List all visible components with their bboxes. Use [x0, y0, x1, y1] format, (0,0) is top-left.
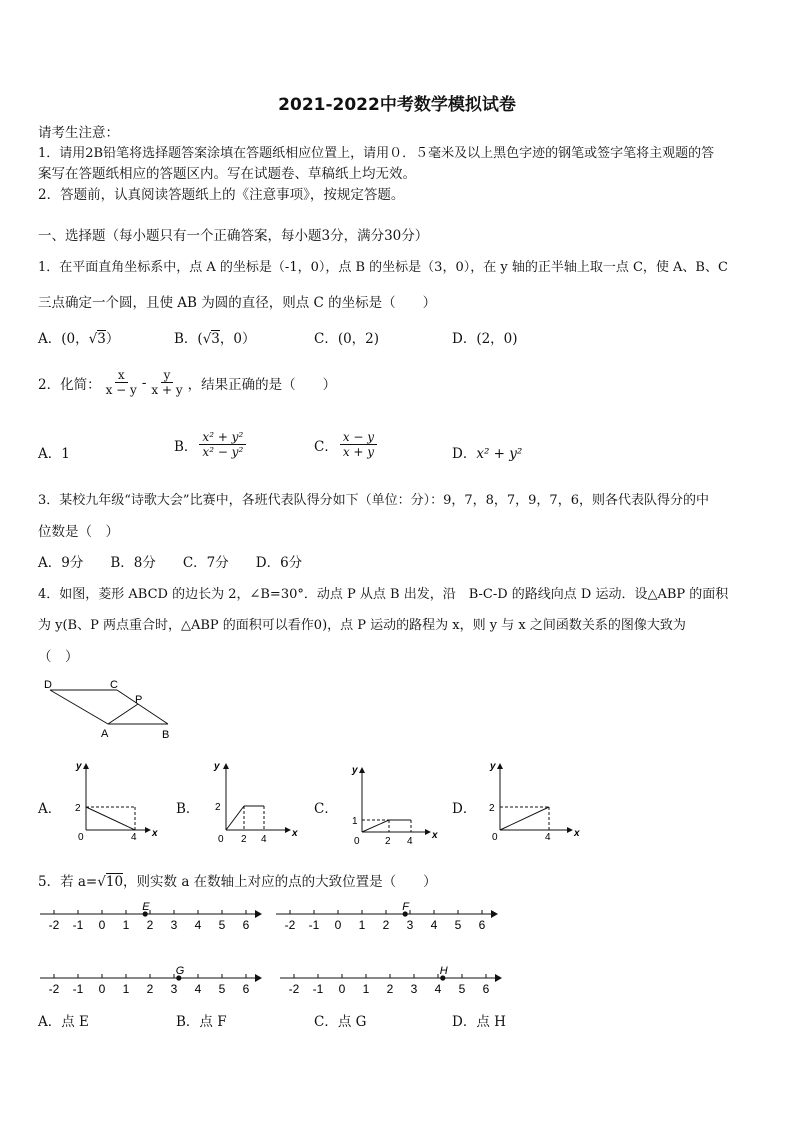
- q4-option-a-label: A．: [38, 801, 62, 817]
- q2-b-fraction: [199, 430, 246, 459]
- tick-label: 2: [385, 836, 391, 847]
- q2-c-numerator: x − y: [340, 430, 377, 445]
- notice-line-1: 1．请用2B铅笔将选择题答案涂填在答题纸相应位置上，请用０．５毫米及以上黑色字迹的钢笔或签字笔将主观题的答: [38, 146, 715, 161]
- q2-c-label: C．: [314, 438, 338, 455]
- q2-option-c: [314, 430, 379, 459]
- graph-option-b: [206, 758, 306, 853]
- origin-label: 0: [354, 836, 360, 847]
- tick-label: -2: [48, 918, 60, 932]
- q2-f2-denominator: x + y: [151, 383, 183, 397]
- tick-label: 2: [386, 982, 394, 996]
- q3-line-1: 3．某校九年级“诗歌大会”比赛中，各班代表队得分如下（单位：分）：9，7，8，7，9，7，6，则各代表队得分的中: [38, 493, 709, 508]
- sqrt-symbol: √10: [97, 874, 124, 890]
- x-axis-label: x: [152, 828, 158, 839]
- tick-label: 5: [458, 982, 466, 996]
- q1-line-1: 1．在平面直角坐标系中，点 A 的坐标是（-1，0），点 B 的坐标是（3，0），在 y 轴的正半轴上取一点 C，使 A、B、C: [38, 260, 728, 275]
- number-line-f: [272, 896, 508, 938]
- x-axis-label: x: [292, 828, 298, 839]
- origin-label: 0: [492, 832, 498, 843]
- tick-label: 4: [194, 918, 202, 932]
- q2-b-label: B．: [174, 438, 198, 455]
- q2-fraction-2: [148, 368, 185, 397]
- point-label: H: [439, 965, 448, 977]
- rhombus-figure: [40, 676, 180, 742]
- y-axis-label: y: [352, 765, 358, 776]
- tick-label: 6: [482, 982, 490, 996]
- section-heading: 一、选择题（每小题只有一个正确答案，每小题3分，满分30分）: [38, 228, 429, 244]
- q1-option-d: D．(2，0): [452, 331, 518, 347]
- q2-b-denominator: x² − y²: [202, 445, 244, 459]
- q1-option-b: [174, 327, 255, 347]
- point-label: E: [142, 901, 150, 913]
- q5-option-a: A．点 E: [38, 1014, 89, 1030]
- origin-label: 0: [218, 834, 224, 845]
- tick-label: 3: [170, 982, 178, 996]
- q4-line-3: （ ）: [38, 649, 79, 665]
- q2-b-numerator: x² + y²: [199, 430, 246, 445]
- q2-suffix: ，结果正确的是（ ）: [187, 376, 337, 393]
- label-d: D: [44, 679, 52, 691]
- q5-suffix: ，则实数 a 在数轴上对应的点的大致位置是（ ）: [123, 874, 437, 890]
- sqrt-symbol: √3: [88, 331, 106, 347]
- q1-a-radicand: 3: [97, 331, 106, 347]
- tick-label: 2: [75, 803, 81, 814]
- q2-c-denominator: x + y: [342, 445, 375, 459]
- tick-label: 5: [218, 918, 226, 932]
- notice-heading: 请考生注意：: [38, 125, 119, 141]
- tick-label: 4: [434, 982, 442, 996]
- number-line-e: [36, 896, 272, 938]
- q5-stem: [38, 870, 437, 890]
- tick-label: 2: [382, 918, 390, 932]
- point-label: F: [402, 901, 409, 913]
- q2-f1-denominator: x − y: [105, 383, 137, 397]
- q2-c-fraction: [340, 430, 377, 459]
- graph-option-c: [344, 762, 444, 854]
- q2-minus: -: [141, 374, 147, 391]
- q2-option-d: [452, 442, 522, 462]
- tick-label: 2: [241, 834, 247, 845]
- tick-label: 2: [215, 802, 221, 813]
- tick-label: 0: [338, 982, 346, 996]
- q1-b-prefix: B．(: [174, 331, 203, 347]
- y-axis-label: y: [490, 761, 496, 772]
- q1-a-suffix: ）: [105, 331, 120, 347]
- label-p: P: [135, 694, 143, 706]
- tick-label: 6: [478, 918, 486, 932]
- q2-stem: [38, 368, 336, 397]
- q5-option-c: C．点 G: [314, 1014, 367, 1030]
- q1-line-2: 三点确定一个圆，且使 AB 为圆的直径，则点 C 的坐标是（ ）: [38, 295, 437, 311]
- tick-label: 1: [122, 982, 130, 996]
- tick-label: 5: [218, 982, 226, 996]
- number-line-g: [36, 960, 272, 1002]
- tick-label: 4: [194, 982, 202, 996]
- axis-arrow-icon: [255, 974, 262, 982]
- tick-label: 3: [170, 918, 178, 932]
- q2-f2-numerator: y: [161, 368, 174, 383]
- tick-label: 1: [352, 816, 358, 827]
- q2-fraction-1: [103, 368, 140, 397]
- point-label: G: [175, 965, 185, 977]
- x-axis-label: x: [574, 828, 580, 839]
- q2-option-a: A．1: [38, 446, 70, 462]
- q5-option-d: D．点 H: [452, 1014, 506, 1030]
- tick-label: 4: [545, 832, 551, 843]
- y-axis-label: y: [214, 761, 220, 772]
- tick-label: 3: [410, 982, 418, 996]
- q1-b-radicand: 3: [211, 331, 220, 347]
- tick-label: 1: [358, 918, 366, 932]
- tick-label: 2: [146, 918, 154, 932]
- tick-label: 6: [242, 982, 250, 996]
- q2-d-expression: x² + y²: [476, 446, 523, 462]
- axis-arrow-icon: [495, 974, 502, 982]
- tick-label: 6: [242, 918, 250, 932]
- axis-arrow-icon: [255, 910, 262, 918]
- q1-option-a: [38, 327, 119, 347]
- tick-label: -2: [288, 982, 300, 996]
- q2-f1-numerator: x: [115, 368, 128, 383]
- number-line-h: [276, 960, 512, 1002]
- q2-d-label: D．: [452, 446, 477, 462]
- tick-label: 0: [334, 918, 342, 932]
- tick-label: 0: [98, 918, 106, 932]
- origin-label: 0: [78, 832, 84, 843]
- tick-label: 1: [122, 918, 130, 932]
- tick-label: 4: [407, 836, 413, 847]
- tick-label: 2: [146, 982, 154, 996]
- q5-radicand: 10: [105, 874, 124, 890]
- y-axis-label: y: [76, 761, 82, 772]
- q4-line-2: 为 y(B、P 两点重合时，△ABP 的面积可以看作0)，点 P 运动的路程为 x，则 y 与 x 之间函数关系的图像大致为: [38, 618, 686, 633]
- axis-arrow-icon: [491, 910, 498, 918]
- page-title: 2021-2022中考数学模拟试卷: [278, 95, 516, 115]
- q5-prefix: 5．若 a=: [38, 874, 98, 890]
- tick-label: -2: [48, 982, 60, 996]
- tick-label: 5: [454, 918, 462, 932]
- tick-label: -1: [308, 918, 320, 932]
- q1-a-prefix: A．(0，: [38, 331, 89, 347]
- tick-label: 4: [131, 832, 137, 843]
- q1-b-suffix: ，0）: [219, 331, 256, 347]
- q4-line-1: 4．如图，菱形 ABCD 的边长为 2，∠B=30°．动点 P 从点 B 出发，沿 B-C-D 的路线向点 D 运动．设△ABP 的面积: [38, 587, 729, 602]
- tick-label: 3: [406, 918, 414, 932]
- tick-label: 1: [362, 982, 370, 996]
- q5-option-b: B．点 F: [176, 1014, 227, 1030]
- x-axis-label: x: [432, 830, 438, 841]
- label-c: C: [110, 679, 118, 691]
- tick-label: -1: [72, 918, 84, 932]
- q3-line-2: 位数是（ ）: [38, 524, 119, 540]
- tick-label: -2: [284, 918, 296, 932]
- q2-prefix: 2．化简：: [38, 376, 101, 393]
- sqrt-symbol: √3: [202, 331, 220, 347]
- tick-label: -1: [72, 982, 84, 996]
- q3-options: A．9分 B．8分 C．7分 D．6分: [38, 555, 303, 571]
- q2-option-b: [174, 430, 248, 459]
- q1-option-c: C．(0，2): [314, 331, 380, 347]
- tick-label: 4: [261, 834, 267, 845]
- graph-option-d: [482, 758, 582, 848]
- q4-option-d-label: D．: [452, 801, 477, 817]
- notice-line-3: 2．答题前，认真阅读答题纸上的《注意事项》，按规定答题。: [38, 187, 405, 203]
- notice-line-2: 案写在答题纸相应的答题区内。写在试题卷、草稿纸上均无效。: [38, 166, 416, 182]
- label-a: A: [101, 728, 109, 740]
- q4-option-b-label: B．: [176, 801, 200, 817]
- label-b: B: [162, 729, 170, 741]
- tick-label: 2: [489, 803, 495, 814]
- q4-option-c-label: C．: [314, 801, 338, 817]
- tick-label: 0: [98, 982, 106, 996]
- graph-option-a: [68, 758, 168, 848]
- tick-label: 4: [430, 918, 438, 932]
- tick-label: -1: [312, 982, 324, 996]
